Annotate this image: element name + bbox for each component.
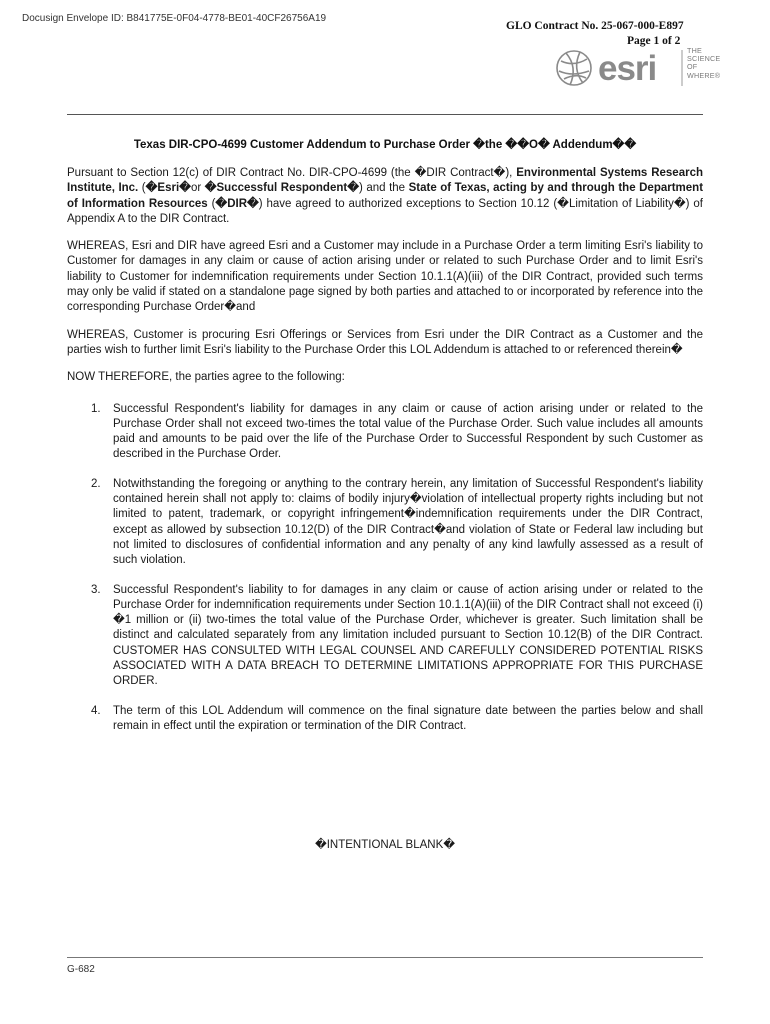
list-item: 1. Successful Respondent's liability for damages in any claim or cause of action arising under or related to the Purchase Order shall not exceed two-times the total value of the Purchase Order. Such value includes all amounts paid and amounts to be paid over the life of the Purchase Order to Successful Respondent by such Customer as described in the Purchase Order. [91, 402, 703, 461]
whereas-paragraph-1: WHEREAS, Esri and DIR have agreed Esri and a Customer may include in a Purchase Order a term limiting Esri's liability to Customer for damages in any claim or cause of action arising under or related to such Purchase Order and to limit Esri's liability to Customer for indemnification requirements under Section 10.1.1(A)(iii) of the DIR Contract, provided such terms may only be valid if stated on a standalone page signed by both parties and attached to or incorporated by reference into the corresponding Purchase Order�and [67, 240, 703, 314]
footer-code: G-682 [67, 964, 95, 975]
intro-paragraph: Pursuant to Section 12(c) of DIR Contract No. DIR-CPO-4699 (the �DIR Contract�), Environmental Systems Research Institute, Inc. (�Esri�or �Successful Respondent�) and the State of Texas, acting by and through the Department of Information Resources (�DIR�) have agreed to authorized exceptions to Section 10.12 (�Limitation of Liability�) of Appendix A to the DIR Contract. [67, 167, 704, 225]
document-body [67, 166, 703, 748]
now-therefore-paragraph: NOW THEREFORE, the parties agree to the following: [67, 371, 345, 384]
contract-number: GLO Contract No. 25-067-000-E897 [506, 20, 684, 32]
logo-wordmark: esri [598, 49, 657, 88]
header-divider [67, 114, 703, 115]
whereas-paragraph-2: WHEREAS, Customer is procuring Esri Offerings or Services from Esri under the DIR Contract as a Customer and the parties wish to further limit Esri's liability to the Purchase Order this LOL Addendum is attached to or referenced therein� [67, 328, 703, 356]
logo-tagline: THE SCIENCE OF WHERE® [687, 46, 721, 80]
envelope-id: Docusign Envelope ID: B841775E-0F04-4778-BE01-40CF26756A19 [22, 13, 327, 24]
footer-divider [67, 957, 703, 958]
list-item: 3. Successful Respondent's liability to for damages in any claim or cause of action arising under or related to the Purchase Order for indemnification requirements under Section 10.1.1(A)(iii) of the DIR Contract shall not exceed (i) �1 million or (ii) two-times the total value of the Purchase Order, whichever is greater. Such limitation shall be distinct and calculated separately from any limitation included pursuant to Section 10.12(B) of the DIR Contract. CUSTOMER HAS CONSULTED WITH LEGAL COUNSEL AND CAREFULLY CONSIDERED POTENTIAL RISKS ASSOCIATED WITH A DATA BREACH TO DETERMINE LIMITATIONS APPROPRIATE FOR THIS PURCHASE ORDER. [91, 583, 703, 688]
list-item: 2. Notwithstanding the foregoing or anything to the contrary herein, any limitation of Successful Respondent's liability contained herein shall not apply to: claims of bodily injury�violation of intellectual property rights including but not limited to patent, trademark, or copyright infringement�indemnification requirements under the DIR Contract, except as allowed by subsection 10.12(D) of the DIR Contract�and violation of State or Federal law including but not limited to disclosures of confidential information and any penalty of any kind lawfully assessed as a result of such violation. [91, 477, 703, 567]
list-item: 4. The term of this LOL Addendum will commence on the final signature date between the parties below and shall remain in effect until the expiration or termination of the DIR Contract. [91, 704, 703, 732]
globe-icon [557, 51, 591, 85]
intentional-blank-notice: �INTENTIONAL BLANK� [314, 839, 456, 851]
terms-list [67, 402, 703, 735]
page-number: Page 1 of 2 [627, 35, 681, 47]
document-title: Texas DIR-CPO-4699 Customer Addendum to Purchase Order �the ��O� Addendum�� [133, 139, 637, 151]
